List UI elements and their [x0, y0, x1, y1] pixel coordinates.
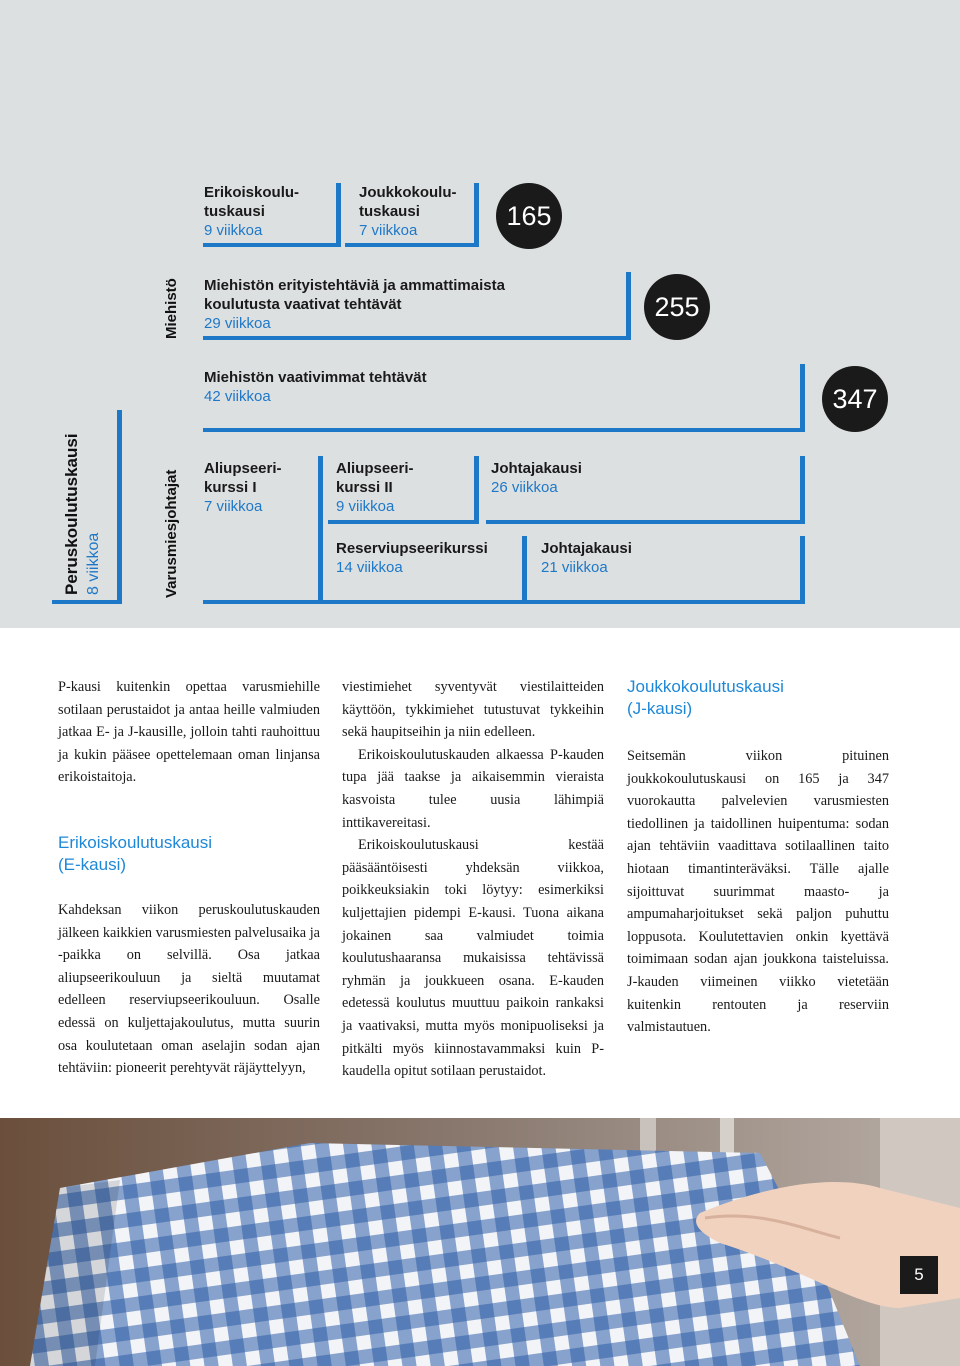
block-weeks: 7 viikkoa [359, 222, 418, 239]
block-title: kurssi I [204, 479, 257, 496]
heading-line: (J-kausi) [627, 699, 693, 718]
block-weeks: 7 viikkoa [204, 498, 263, 515]
bar-vaativin-base [203, 428, 805, 432]
varusmiesjohtajat-label: Varusmiesjohtajat [163, 469, 180, 598]
bar-vaativin-end [800, 364, 805, 432]
peruskoulutuskausi-label: Peruskoulutuskausi [62, 433, 81, 595]
page-number: 5 [900, 1256, 938, 1294]
total-347-badge: 347 [822, 366, 888, 432]
block-weeks: 29 viikkoa [204, 315, 271, 332]
paragraph: Kahdeksan viikon peruskoulutuskauden jälkeen kaikkien varusmiesten palvelusaika ja -paikka on selvillä. Osa jatkaa aliupseerikouluun ja sieltä muutamat edelleen reserviupseerikouluun. Osalle edessä on kuljettajakoulutus, mutta suurin osa koulutetaan oman aselajin sodan ajan tehtäviin: pioneerit perehtyvät räjäyttelyyn, [58, 901, 321, 1077]
miehisto-label: Miehistö [163, 278, 180, 339]
aliupseerikurssi-1-block [204, 459, 282, 516]
text-column-1 [58, 676, 320, 1080]
joukkokoulutuskausi-block [359, 183, 457, 240]
section-heading-joukkokoulutuskausi [627, 676, 889, 720]
block-title: Miehistön erityistehtäviä ja ammattimaista [204, 277, 505, 294]
block-title: Aliupseeri- [336, 460, 414, 477]
block-title: Joukkokoulu- [359, 184, 457, 201]
block-title: tuskausi [359, 203, 420, 220]
aliupseerikurssi-2-block [336, 459, 414, 516]
block-weeks: 9 viikkoa [336, 498, 395, 515]
bar-erityis-base [203, 336, 631, 340]
block-title: kurssi II [336, 479, 393, 496]
bar-peruskoulutus-base [52, 600, 122, 604]
block-title: Reserviupseerikurssi [336, 540, 488, 557]
bar-auk2-base [328, 520, 479, 524]
text-column-2 [342, 676, 604, 1083]
erikoiskoulutuskausi-block [204, 183, 299, 240]
block-title: tuskausi [204, 203, 265, 220]
block-weeks: 9 viikkoa [204, 222, 263, 239]
text-column-3 [627, 676, 889, 1039]
total-255-badge: 255 [644, 274, 710, 340]
peruskoulutuskausi-weeks: 8 viikkoa [85, 532, 102, 595]
block-title: koulutusta vaativat tehtävät [204, 296, 402, 313]
bar-rauk-end [522, 536, 527, 604]
bar-joukko-base [345, 243, 479, 247]
johtajakausi-26-block [491, 459, 582, 497]
vaativimmat-block [204, 368, 427, 406]
bar-erikois-end [336, 183, 341, 247]
reserviupseerikurssi-block [336, 539, 488, 577]
paragraph: Erikoiskoulutuskausi kestää pääsääntöisesti yhdeksän viikkoa, poikkeuksiakin toki löytyy: esimerkiksi kuljettajien pidempi E-kausi. Tuona aikana jokainen saa valmiudet toimia koulutushaaransa mukaisissa tehtävissä ryhmän ja joukkueen osana. E-kauden edetessä koulutus muuttuu paikoin rankaksi ja vaativaksi, mutta myös monipuoliseksi ja pitkälti myös kiinnostavammaksi kuin P-kaudella opitut sotilaan perustaidot. [342, 837, 604, 1080]
erityistehtavat-block [204, 276, 505, 333]
paragraph: viestimiehet syventyvät viestilaitteiden käyttöön, tykkimiehet tutustuvat tykkeihin sekä haupitseihin ja niin edelleen. [342, 679, 604, 741]
paragraph: Seitsemän viikon pituinen joukkokoulutuskausi on 165 ja 347 vuorokautta palvelevien varusmiesten tiedollinen ja taidollinen huipentuma: sodan ajan tehtäviin vaadittava sotilaallinen taito hiotaan timantinteräväksi. Tälle ajalle sijoittuvat suurimmat maasto- ja ampumaharjoitukset sekä paljon puhuttu loppusota. Koulutettavien onkin kyettävä toimimaan sodan ajan joukkona taisteluissa. J-kauden viimeinen viikko vietetään kuitenkin rentouten ja reserviin valmistautuen. [627, 748, 889, 1036]
bar-erityis-end [626, 272, 631, 340]
block-title: Johtajakausi [491, 460, 582, 477]
bar-johtaja26-base [486, 520, 805, 524]
section-heading-erikoiskoulutuskausi [58, 832, 320, 876]
bar-auk2-end [474, 456, 479, 524]
bar-erikois-base [203, 243, 341, 247]
total-165-badge: 165 [496, 183, 562, 249]
block-title: Miehistön vaativimmat tehtävät [204, 369, 427, 386]
block-weeks: 21 viikkoa [541, 559, 608, 576]
block-title: Aliupseeri- [204, 460, 282, 477]
block-title: Johtajakausi [541, 540, 632, 557]
block-title: Erikoiskoulu- [204, 184, 300, 201]
bar-peruskoulutus-end [117, 410, 122, 604]
block-weeks: 42 viikkoa [204, 388, 271, 405]
heading-line: Erikoiskoulutuskausi [58, 832, 213, 852]
johtajakausi-21-block [541, 539, 632, 577]
paragraph: P-kausi kuitenkin opettaa varusmiehille sotilaan perustaidot ja antaa heille valmiuden jatkaa E- ja J-kausille, jolloin tahti rauhoittuu ja kukin pääsee opettelemaan oman linjansa erikoistaitoja. [58, 679, 320, 786]
bar-bottom-base [203, 600, 805, 604]
bar-auk1-end [318, 456, 323, 604]
bar-joukko-end [474, 183, 479, 247]
training-diagram [0, 0, 960, 628]
heading-line: (E-kausi) [58, 854, 127, 874]
bar-johtaja21-end [800, 536, 805, 604]
paragraph: Erikoiskoulutuskauden alkaessa P-kauden tupa jää taakse ja aikaisemmin vieraista kasvoista tulee uusia lähimpiä inttikavereitasi. [342, 746, 604, 831]
photo-illustration [0, 1118, 960, 1366]
bar-johtaja26-end [800, 456, 805, 524]
block-weeks: 26 viikkoa [491, 479, 558, 496]
block-weeks: 14 viikkoa [336, 559, 403, 576]
heading-line: Joukkokoulutuskausi [627, 677, 784, 696]
photo-gingham-stool [0, 1118, 960, 1366]
